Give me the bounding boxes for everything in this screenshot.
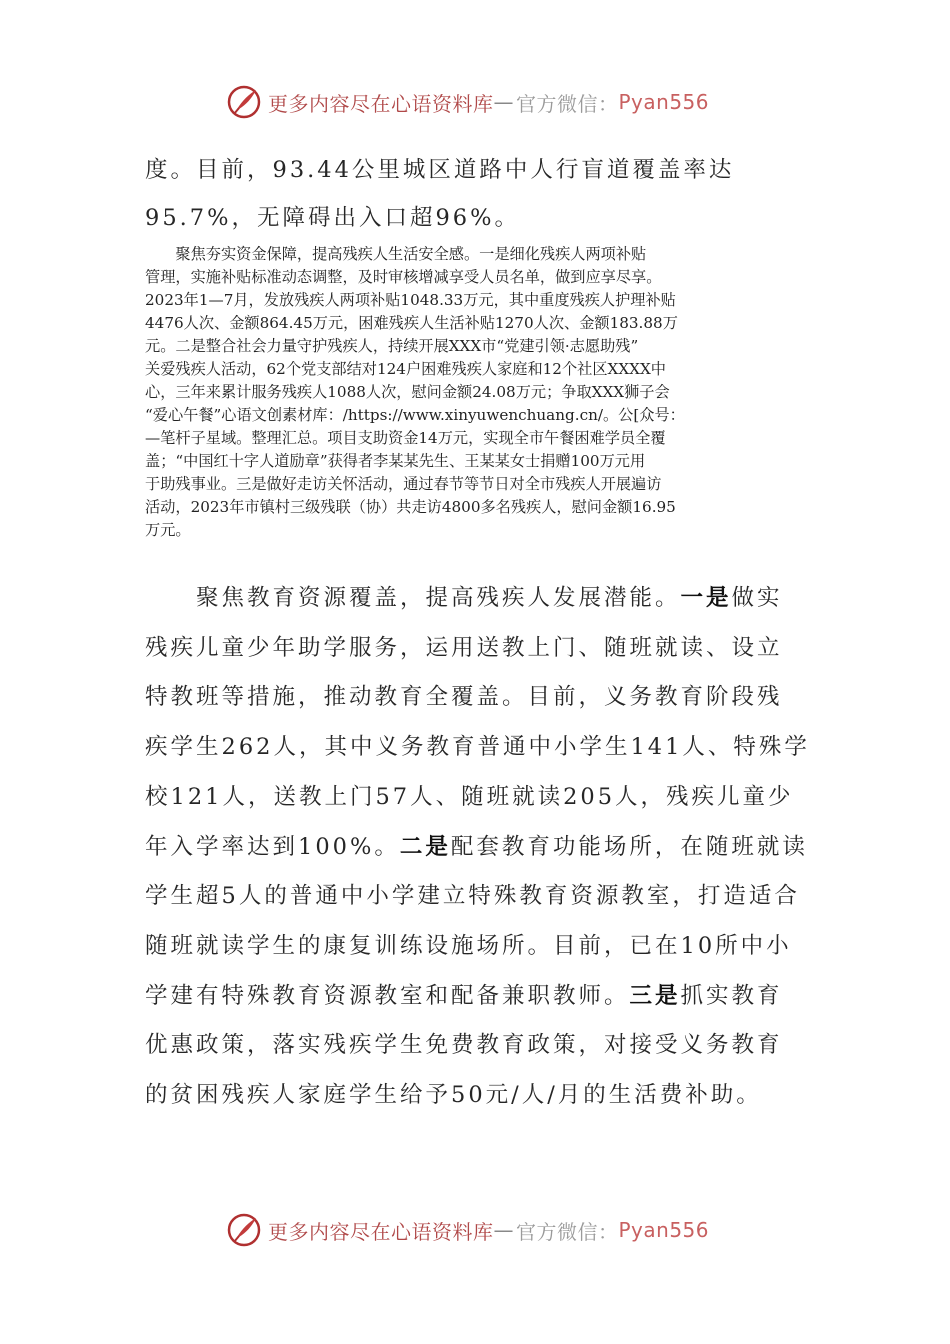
edu-bold-2: 二是 [399, 833, 451, 860]
intro-line-2: 95.7%，无障碍出入口超96%。 [145, 205, 520, 231]
fund-line: 心，三年来累计服务残疾人1088人次，慰问金额24.08万元；争取XXX狮子会 [145, 383, 670, 401]
banner-wechat-id: Pyan556 [618, 1218, 710, 1242]
fund-line: “爱心午餐”心语文创素材库：/https://www.xinyuwenchuang.cn/。公[众号： [145, 406, 685, 424]
edu-line: 疾学生262人，其中义务教育普通中小学生141人、特殊学 [145, 734, 810, 761]
footer-banner [226, 1210, 746, 1250]
edu-paragraph [145, 574, 810, 1121]
edu-line: 校121人，送教上门57人、随班就读205人，残疾儿童少 [145, 783, 794, 810]
quill-logo-icon [226, 1212, 262, 1248]
fund-line: 于助残事业。三是做好走访关怀活动，通过春节等节日对全市残疾人开展遍访 [145, 475, 662, 493]
fund-line: 万元。 [145, 521, 191, 539]
intro-line-1: 度。目前，93.44公里城区道路中人行盲道覆盖率达 [145, 157, 735, 183]
edu-bold-1: 一是 [680, 585, 732, 611]
banner-text: 更多内容尽在心语资料库 [268, 1219, 494, 1244]
fund-line: 盖；“中国红十字人道励章”获得者李某某先生、王某某女士捐赠100万元用 [145, 452, 646, 470]
fund-paragraph [145, 243, 810, 542]
edu-line: 特教班等措施，推动教育全覆盖。目前，义务教育阶段残 [145, 684, 783, 711]
banner-separator: — [493, 1218, 514, 1242]
banner-wechat-id: Pyan556 [618, 90, 710, 114]
fund-line: 管理，实施补贴标准动态调整，及时审核增减享受人员名单，做到应享尽享。 [145, 268, 662, 286]
banner-wechat-label: 官方微信： [516, 91, 619, 116]
header-banner [226, 82, 746, 122]
banner-wechat-label: 官方微信： [516, 1219, 619, 1244]
fund-line: 关爱残疾人活动，62个党支部结对124户困难残疾人家庭和12个社区XXXX中 [145, 360, 666, 378]
edu-line: 的贫困残疾人家庭学生给予50元/人/月的生活费补助。 [145, 1082, 762, 1109]
banner-text: 更多内容尽在心语资料库 [268, 91, 494, 116]
fund-line: 2023年1—7月，发放残疾人两项补贴1048.33万元，其中重度残疾人护理补贴 [145, 291, 676, 309]
edu-line: 优惠政策，落实残疾学生免费教育政策，对接受义务教育 [145, 1032, 783, 1059]
edu-line: 残疾儿童少年助学服务，运用送教上门、随班就读、设立 [145, 634, 783, 661]
edu-line: 随班就读学生的康复训练设施场所。目前，已在10所中小 [145, 932, 792, 959]
fund-line: 活动，2023年市镇村三级残联（协）共走访4800多名残疾人，慰问金额16.95 [145, 498, 676, 516]
edu-line: 学建有特殊教育资源教室和配备兼职教师。三是抓实教育 [145, 982, 783, 1009]
fund-line: 4476人次、金额864.45万元，困难残疾人生活补贴1270人次、金额183.88万 [145, 314, 678, 332]
edu-line: 年入学率达到100%。二是配套教育功能场所，在随班就读 [145, 833, 808, 860]
fund-line: 元。二是整合社会力量守护残疾人，持续开展XXX市“党建引领·志愿助残” [145, 337, 639, 355]
fund-line: —笔杆子星域。整理汇总。项目支助资金14万元，实现全市午餐困难学员全覆 [145, 429, 666, 447]
quill-logo-icon [226, 84, 262, 120]
edu-line: 学生超5人的普通中小学建立特殊教育资源教室，打造适合 [145, 883, 800, 910]
banner-separator: — [493, 90, 514, 114]
edu-line: 聚焦教育资源覆盖，提高残疾人发展潜能。一是做实 [145, 585, 783, 611]
edu-bold-3: 三是 [629, 982, 681, 1009]
fund-line: 聚焦夯实资金保障，提高残疾人生活安全感。一是细化残疾人两项补贴 [145, 245, 647, 263]
